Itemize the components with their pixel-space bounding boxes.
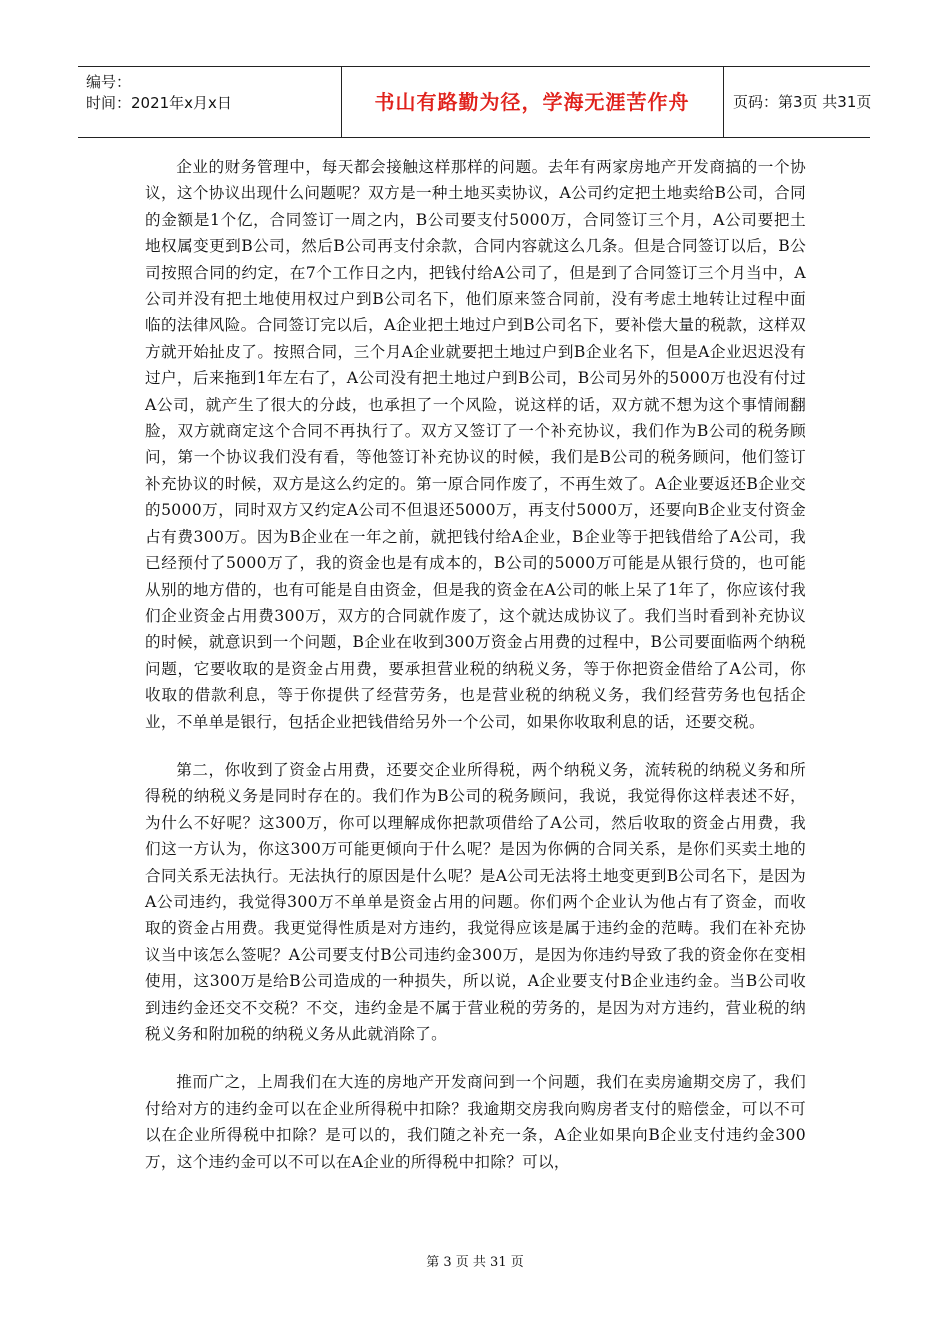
- page-footer: 第 3 页 共 31 页: [426, 1255, 524, 1270]
- body-paragraph: 企业的财务管理中，每天都会接触这样那样的问题。去年有两家房地产开发商搞的一个协议，这个协议出现什么问题呢？双方是一种土地买卖协议，A公司约定把土地卖给B公司，合同的金额是1个亿，合同签订一周之内，B公司要支付5000万，合同签订三个月，A公司要把土地权属变更到B公司，然后B公司再支付余款，合同内容就这么几条。但是合同签订以后，B公司按照合同的约定，在7个工作日之内，把钱付给A公司了，但是到了合同签订三个月当中，A公司并没有把土地使用权过户到B公司名下，他们原来签合同前，没有考虑土地转让过程中面临的法律风险。合同签订完以后，A企业把土地过户到B公司名下，要补偿大量的税款，这样双方就开始扯皮了。按照合同，三个月A企业就要把土地过户到B企业名下，但是A企业迟迟没有过户，后来拖到1年左右了，A公司没有把土地过户到B公司，B公司另外的5000万也没有付过A公司，就产生了很大的分歧，也承担了一个风险，说这样的话，双方就不想为这个事情闹翻脸，双方就商定这个合同不再执行了。双方又签订了一个补充协议，我们作为B公司的税务顾问，第一个协议我们没有看，等他签订补充协议的时候，我们是B公司的税务顾问，他们签订补充协议的时候，双方是这么约定的。第一原合同作废了，不再生效了。A企业要返还B企业交的5000万，同时双方又约定A公司不但退还5000万，再支付5000万，还要向B企业支付资金占有费300万。因为B企业在一年之前，就把钱付给A企业，B企业等于把钱借给了A公司，我已经预付了5000万了，我的资金也是有成本的，B公司的5000万可能是从银行贷的，也可能从别的地方借的，也有可能是自由资金，但是我的资金在A公司的帐上呆了1年了，你应该付我们企业资金占用费300万，双方的合同就作废了，这个就达成协议了。我们当时看到补充协议的时候，就意识到一个问题，B企业在收到300万资金占用费的过程中，B公司要面临两个纳税问题，它要收取的是资金占用费，要承担营业税的纳税义务，等于你把资金借给了A公司，你收取的借款利息，等于你提供了经营劳务，也是营业税的纳税义务，我们经营劳务也包括企业，不单单是银行，包括企业把钱借给另外一个公司，如果你收取利息的话，还要交税。: [145, 158, 806, 731]
- page-header: [78, 66, 870, 138]
- header-meta: [86, 72, 341, 132]
- header-divider: [723, 67, 724, 137]
- document-number-label: 编号：: [86, 73, 132, 91]
- header-page-number: 页码：第3页 共31页: [733, 93, 872, 111]
- body-paragraph: 推而广之，上周我们在大连的房地产开发商问到一个问题，我们在卖房逾期交房了，我们付给对方的违约金可以在企业所得税中扣除？我逾期交房我向购房者支付的赔偿金，可以不可以在企业所得税中扣除？是可以的，我们随之补充一条，A企业如果向B企业支付违约金300万，这个违约金可以不可以在A企业的所得税中扣除？可以，: [145, 1073, 806, 1171]
- header-divider: [341, 67, 342, 137]
- header-motto: 书山有路勤为径，学海无涯苦作舟: [374, 90, 690, 114]
- document-body: [145, 154, 806, 1175]
- document-time-label: 时间：2021年x月x日: [86, 94, 232, 112]
- body-paragraph: 第二，你收到了资金占用费，还要交企业所得税，两个纳税义务，流转税的纳税义务和所得税的纳税义务是同时存在的。我们作为B公司的税务顾问，我说，我觉得你这样表述不好，为什么不好呢？这300万，你可以理解成你把款项借给了A公司，然后收取的资金占用费，我们这一方认为，你这300万可能更倾向于什么呢？是因为你俩的合同关系，是你们买卖土地的合同关系无法执行。无法执行的原因是什么呢？是A公司无法将土地变更到B公司名下，是因为A公司违约，我觉得300万不单单是资金占用的问题。你们两个企业认为他占有了资金，而收取的资金占用费。我更觉得性质是对方违约，我觉得应该是属于违约金的范畴。我们在补充协议当中该怎么签呢？A公司要支付B公司违约金300万，是因为你违约导致了我的资金你在变相使用，这300万是给B公司造成的一种损失，所以说，A企业要支付B企业违约金。当B公司收到违约金还交不交税？不交，违约金是不属于营业税的劳务的，是因为对方违约，营业税的纳税义务和附加税的纳税义务从此就消除了。: [145, 760, 807, 1043]
